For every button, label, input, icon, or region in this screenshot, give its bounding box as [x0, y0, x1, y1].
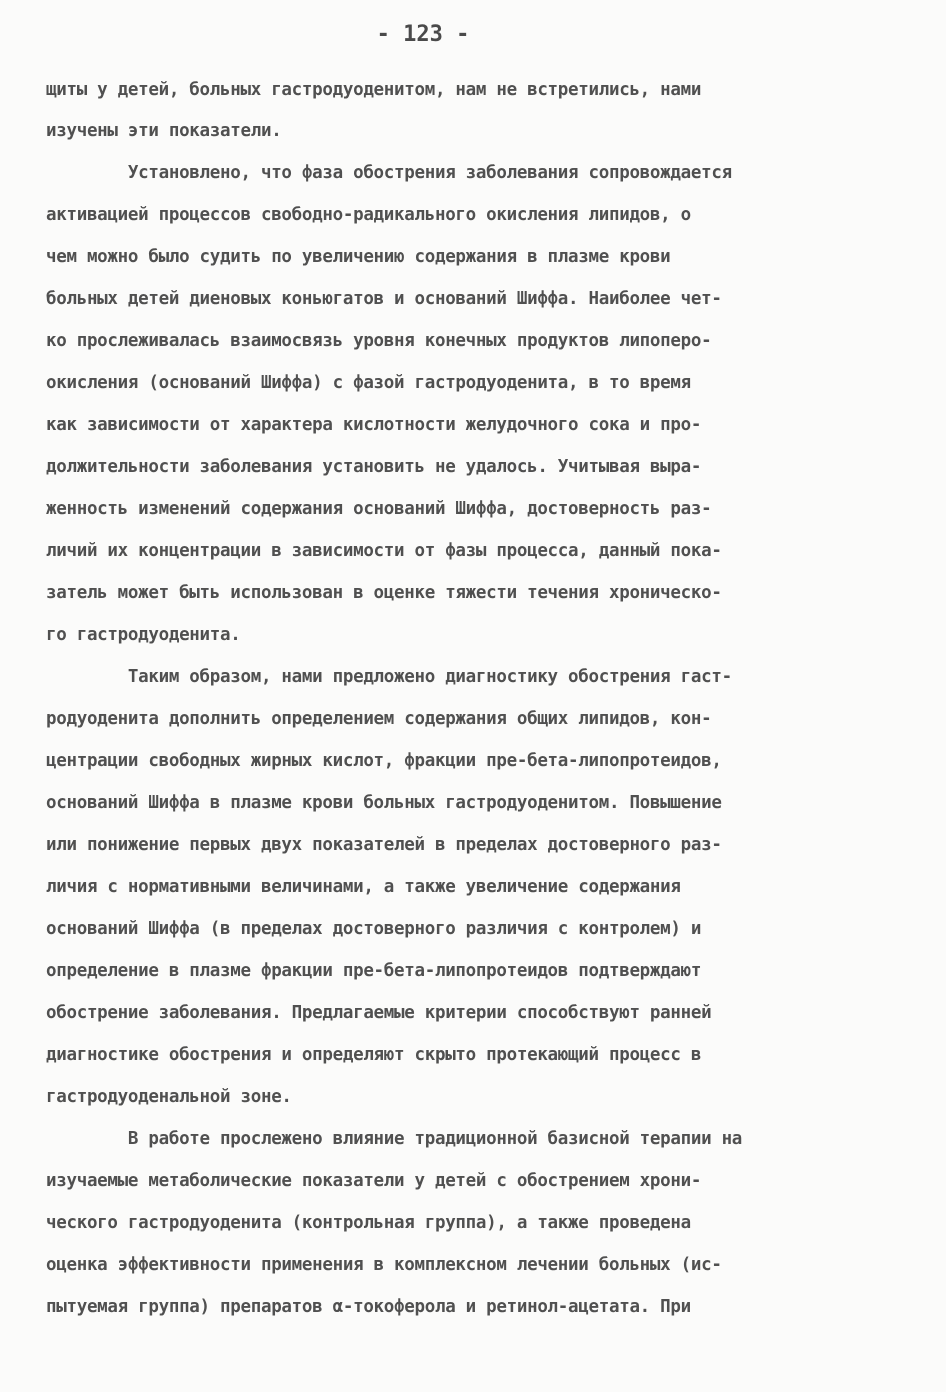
text-line: оснований Шиффа в плазме крови больных гастродуоденитом. Повышение	[46, 793, 722, 813]
text-line: В работе прослежено влияние традиционной базисной терапии на	[46, 1129, 743, 1149]
text-line: изучены эти показатели.	[46, 121, 282, 141]
text-line: личия с нормативными величинами, а также увеличение содержания	[46, 877, 681, 897]
page-number: - 123 -	[376, 22, 470, 47]
text-line: оценка эффективности применения в комплексном лечении больных (ис-	[46, 1255, 722, 1275]
text-line: окисления (оснований Шиффа) с фазой гастродуоденита, в то время	[46, 373, 691, 393]
text-line: диагностике обострения и определяют скрыто протекающий процесс в	[46, 1045, 702, 1065]
text-line: центрации свободных жирных кислот, фракции пре-бета-липопротеидов,	[46, 751, 722, 771]
text-line: пытуемая группа) препаратов α-токоферола и ретинол-ацетата. При	[46, 1297, 691, 1317]
text-line: затель может быть использован в оценке тяжести течения хроническо-	[46, 583, 722, 603]
text-line: должительности заболевания установить не удалось. Учитывая выра-	[46, 457, 702, 477]
text-line: ческого гастродуоденита (контрольная группа), а также проведена	[46, 1213, 691, 1233]
text-line: Установлено, что фаза обострения заболевания сопровождается	[46, 163, 732, 183]
text-line: гастродуоденальной зоне.	[46, 1087, 292, 1107]
text-line: го гастродуоденита.	[46, 625, 241, 645]
text-line: изучаемые метаболические показатели у детей с обострением хрони-	[46, 1171, 702, 1191]
text-line: личий их концентрации в зависимости от фазы процесса, данный пока-	[46, 541, 722, 561]
text-line: оснований Шиффа (в пределах достоверного различия с контролем) и	[46, 919, 702, 939]
text-line: чем можно было судить по увеличению содержания в плазме крови	[46, 247, 671, 267]
text-line: как зависимости от характера кислотности желудочного сока и про-	[46, 415, 702, 435]
text-line: активацией процессов свободно-радикального окисления липидов, о	[46, 205, 691, 225]
text-line: обострение заболевания. Предлагаемые критерии способствуют ранней	[46, 1003, 712, 1023]
text-line: женность изменений содержания оснований Шиффа, достоверность раз-	[46, 499, 712, 519]
text-line: родуоденита дополнить определением содержания общих липидов, кон-	[46, 709, 712, 729]
text-line: или понижение первых двух показателей в пределах достоверного раз-	[46, 835, 722, 855]
text-line: щиты у детей, больных гастродуоденитом, нам не встретились, нами	[46, 80, 702, 100]
text-line: Таким образом, нами предложено диагностику обострения гаст-	[46, 667, 732, 687]
text-line: определение в плазме фракции пре-бета-липопротеидов подтверждают	[46, 961, 702, 981]
text-line: ко прослеживалась взаимосвязь уровня конечных продуктов липоперо-	[46, 331, 712, 351]
text-line: больных детей диеновых коньюгатов и оснований Шиффа. Наиболее чет-	[46, 289, 722, 309]
